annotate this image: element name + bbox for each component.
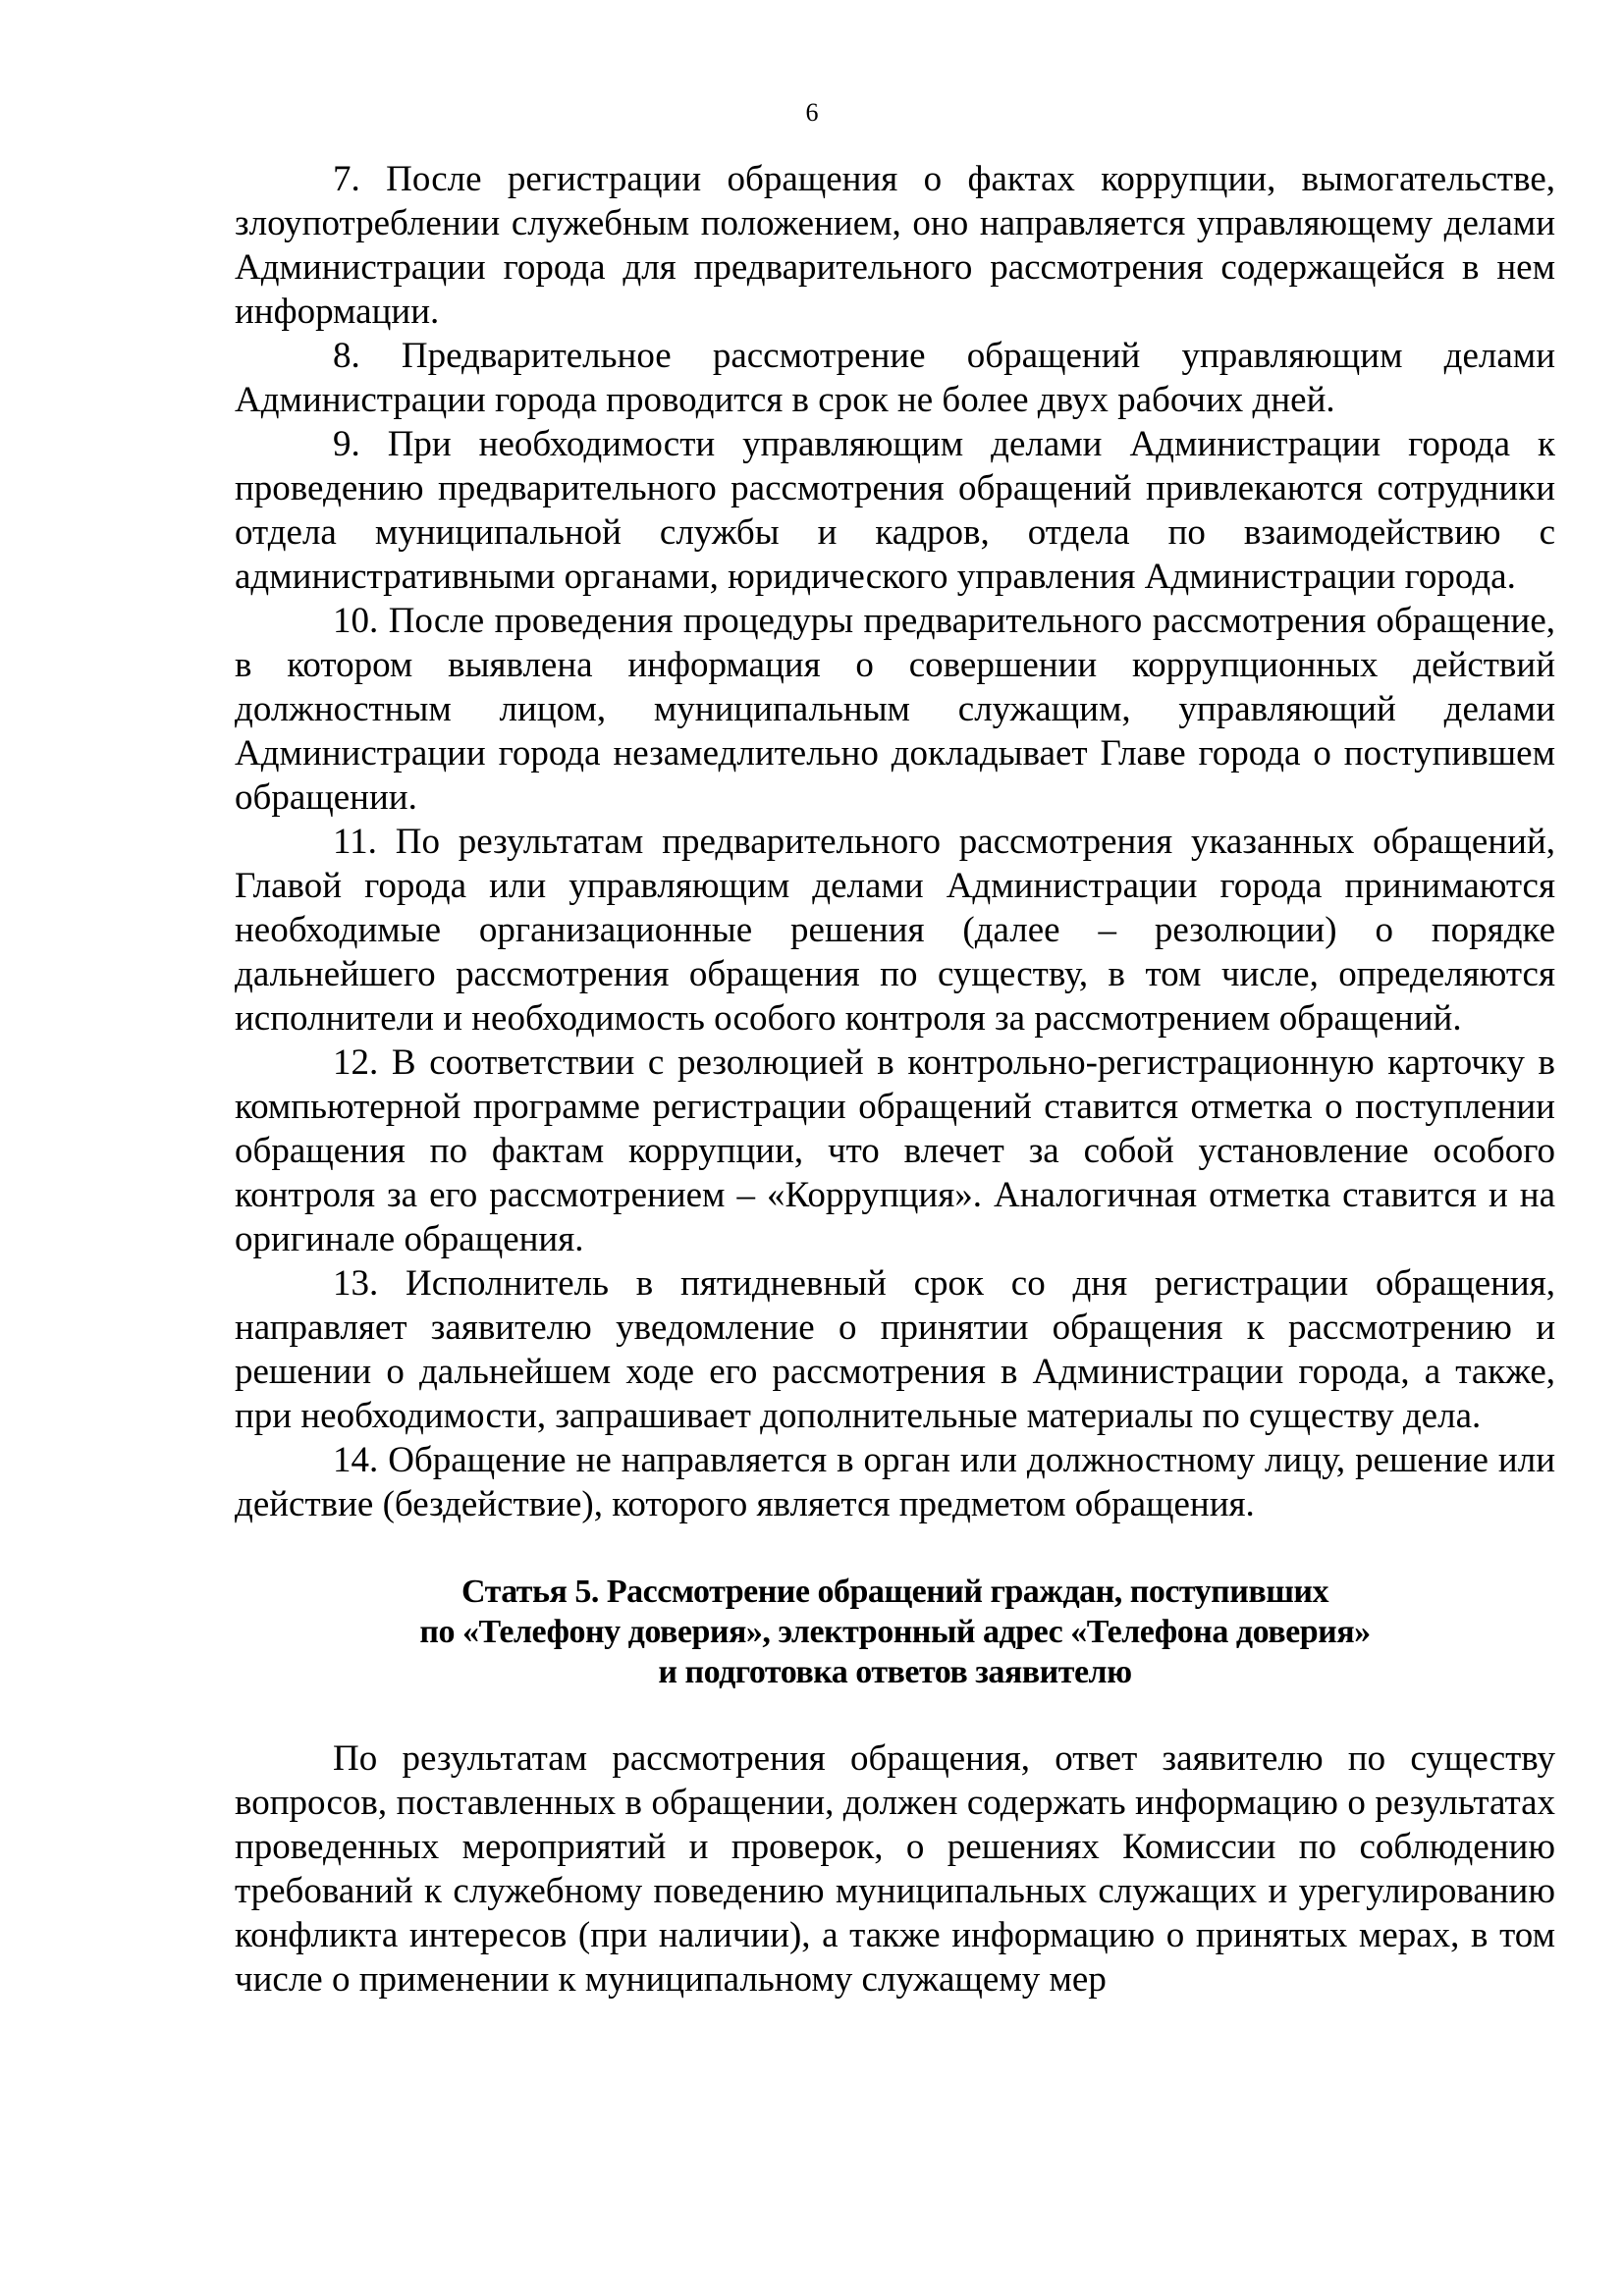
paragraph-item-12: 12. В соответствии с резолюцией в контрольно-регистрационную карточку в компьютерной программе регистрации обращений ставится отметка о поступлении обращения по фактам коррупции, что влечет за собой установление особого контроля за его рассмотрением – «Коррупция». Аналогичная отметка ставится и на оригинале обращения. — [235, 1042, 1555, 1259]
paragraph-item-9: 9. При необходимости управляющим делами Администрации города к проведению предварительного рассмотрения обращений привлекаются сотрудники отдела муниципальной службы и кадров, отдела по взаимодействию с административными органами, юридического управления Администрации города. — [235, 424, 1555, 597]
paragraph-item-7: 7. После регистрации обращения о фактах коррупции, вымогательстве, злоупотреблении служебным положением, оно направляется управляющему делами Администрации города для предварительного рассмотрения содержащейся в нем информации. — [235, 159, 1555, 332]
document-body — [235, 157, 1555, 2002]
article-5-heading — [235, 1526, 1555, 1736]
heading-line-1: Статья 5. Рассмотрение обращений граждан, поступивших — [460, 1574, 1329, 1610]
paragraph-item-13: 13. Исполнитель в пятидневный срок со дня регистрации обращения, направляет заявителю уведомление о принятии обращения к рассмотрению и решении о дальнейшем ходе его рассмотрения в Администрации города, а также, при необходимости, запрашивает дополнительные материалы по существу дела. — [235, 1263, 1555, 1436]
paragraph-item-10: 10. После проведения процедуры предварительного рассмотрения обращение, в котором выявлена информация о совершении коррупционных действий должностным лицом, муниципальным служащим, управляющий делами Администрации города незамедлительно докладывает Главе города о поступившем обращении. — [235, 601, 1555, 818]
paragraph-item-8: 8. Предварительное рассмотрение обращений управляющим делами Администрации города проводится в срок не более двух рабочих дней. — [235, 336, 1555, 420]
heading-line-2: по «Телефону доверия», электронный адрес «Телефона доверия» — [419, 1614, 1371, 1650]
article-5-paragraph: По результатам рассмотрения обращения, ответ заявителю по существу вопросов, поставленных в обращении, должен содержать информацию о результатах проведенных мероприятий и проверок, о решениях Комиссии по соблюдению требований к служебному поведению муниципальных служащих и урегулированию конфликта интересов (при наличии), а также информацию о принятых мерах, в том числе о применении к муниципальному служащему мер — [235, 1738, 1555, 2000]
heading-line-3: и подготовка ответов заявителю — [658, 1654, 1132, 1690]
paragraph-item-14: 14. Обращение не направляется в орган или должностному лицу, решение или действие (бездействие), которого является предметом обращения. — [235, 1440, 1555, 1524]
page-number: 6 — [805, 98, 819, 127]
paragraph-item-11: 11. По результатам предварительного рассмотрения указанных обращений, Главой города или управляющим делами Администрации города принимаются необходимые организационные решения (далее – резолюции) о порядке дальнейшего рассмотрения обращения по существу, в том числе, определяются исполнители и необходимость особого контроля за рассмотрением обращений. — [235, 822, 1555, 1039]
